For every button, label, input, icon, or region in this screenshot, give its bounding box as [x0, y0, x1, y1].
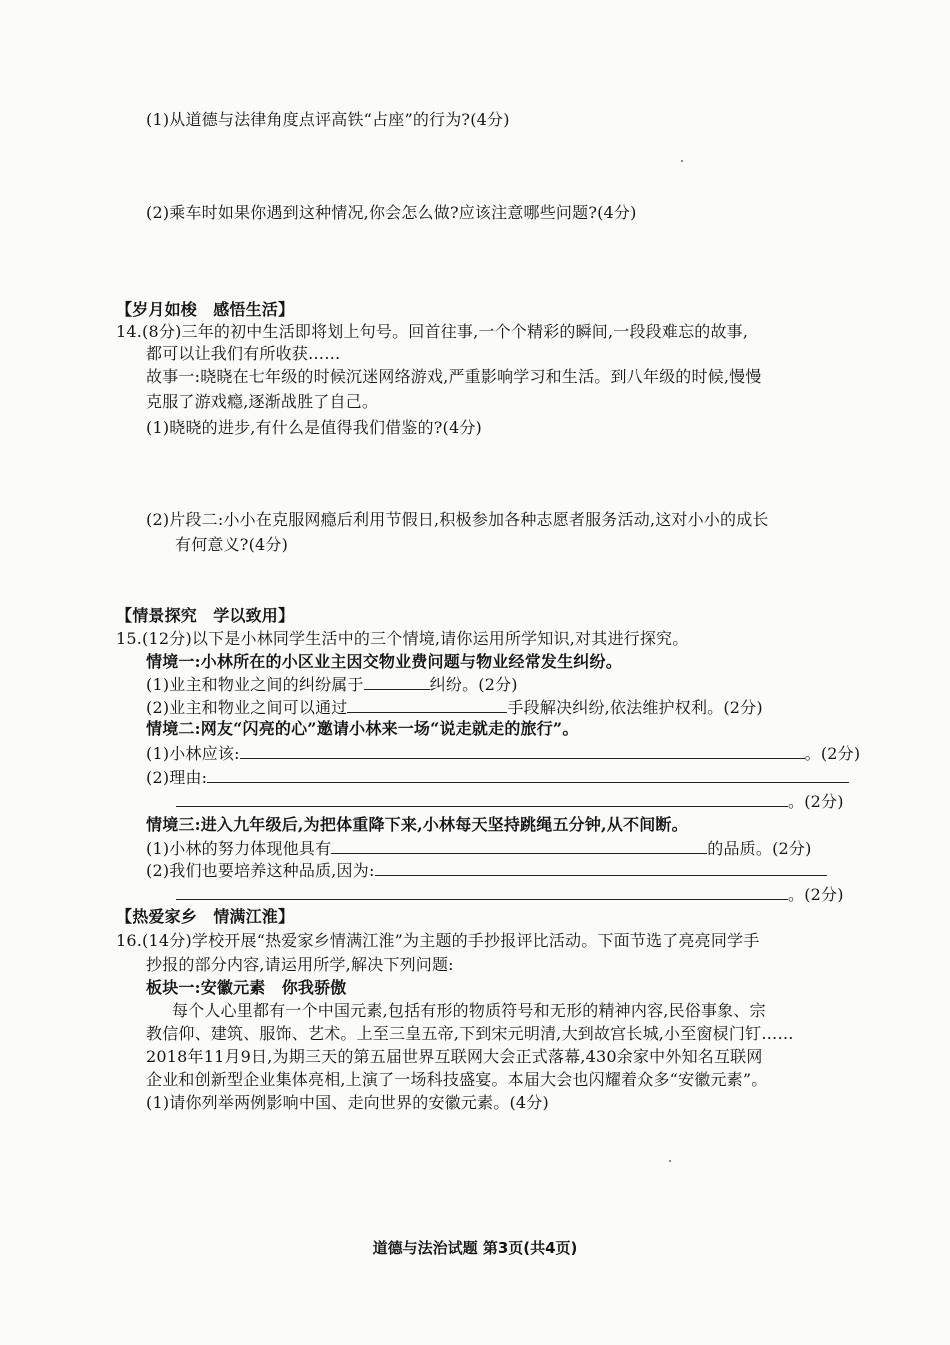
q16-passage-line4: 企业和创新型企业集体亮相,上演了一场科技盛宴。本届大会也闪耀着众多“安徽元素”。 [146, 1070, 768, 1089]
q15-situation3: 情境三:进入九年级后,为把体重降下来,小林每天坚持跳绳五分钟,从不间断。 [146, 815, 688, 834]
q15-s3-q1-answer-blank[interactable] [331, 837, 707, 854]
q16-intro-line2: 抄报的部分内容,请运用所学,解决下列问题: [146, 955, 454, 974]
q15-s2-question2-cont [176, 790, 844, 813]
q15-s2-q1-answer-blank[interactable] [240, 742, 805, 759]
q15-s3-question1 [146, 837, 812, 860]
q15-s2-question1 [146, 742, 860, 765]
q15-s2-q2-answer-blank-2[interactable] [176, 790, 788, 807]
q15-s2-q2-answer-blank-1[interactable] [207, 766, 849, 783]
q15-s3-q2-suffix: 。(2分) [788, 885, 844, 904]
q15-s2-q1-prefix: (1)小林应该: [146, 744, 240, 763]
q15-s3-q2-answer-blank-2[interactable] [176, 883, 788, 900]
q15-s1-q2-suffix: 手段解决纠纷,依法维护权利。(2分) [507, 698, 763, 717]
q16-passage-line1: 每个人心里都有一个中国元素,包括有形的物质符号和无形的精神内容,民俗事象、宗 [172, 1001, 766, 1020]
q14-story-line2: 克服了游戏瘾,逐渐战胜了自己。 [146, 392, 379, 411]
q15-s1-question1 [146, 673, 518, 696]
q15-s3-q1-prefix: (1)小林的努力体现他具有 [146, 839, 332, 858]
q14-question2-line1: (2)片段二:小小在克服网瘾后利用节假日,积极参加各种志愿者服务活动,这对小小的成长 [146, 510, 769, 529]
q15-s3-q2-answer-blank-1[interactable] [375, 859, 827, 876]
q14-question1: (1)晓晓的进步,有什么是值得我们借鉴的?(4分) [146, 418, 482, 437]
section-heading-15: 【情景探究 学以致用】 [116, 606, 295, 625]
q16-intro-line1: 16.(14分)学校开展“热爱家乡情满江淮”为主题的手抄报评比活动。下面节选了亮亮同学手 [116, 931, 760, 950]
q15-s1-q1-prefix: (1)业主和物业之间的纠纷属于 [146, 675, 364, 694]
q16-block-title: 板块一:安徽元素 你我骄傲 [146, 978, 347, 997]
q14-intro-line1: 14.(8分)三年的初中生活即将划上句号。回首往事,一个个精彩的瞬间,一段段难忘的故事, [116, 322, 749, 341]
q15-s3-q1-suffix: 的品质。(2分) [707, 839, 812, 858]
q15-s3-question2-cont [176, 883, 844, 906]
scan-speck [669, 1160, 671, 1162]
section-heading-14: 【岁月如梭 感悟生活】 [116, 300, 295, 319]
section-heading-16: 【热爱家乡 情满江淮】 [116, 907, 295, 926]
q15-s1-q2-answer-blank[interactable] [347, 696, 507, 713]
q14-story-line1: 故事一:晓晓在七年级的时候沉迷网络游戏,严重影响学习和生活。到八年级的时候,慢慢 [146, 367, 762, 386]
q15-s1-question2 [146, 696, 763, 719]
page-footer: 道德与法治试题 第3页(共4页) [372, 1239, 578, 1257]
q14-question2-line2: 有何意义?(4分) [175, 535, 289, 554]
scan-speck [681, 160, 683, 162]
q15-situation1: 情境一:小林所在的小区业主因交物业费问题与物业经常发生纠纷。 [146, 652, 622, 671]
q13-part2: (2)乘车时如果你遇到这种情况,你会怎么做?应该注意哪些问题?(4分) [146, 203, 637, 222]
q15-s1-q1-answer-blank[interactable] [364, 673, 430, 690]
q15-s2-question2 [146, 766, 849, 789]
q15-situation2: 情境二:网友“闪亮的心”邀请小林来一场“说走就走的旅行”。 [146, 719, 579, 738]
q15-s2-q1-suffix: 。(2分) [804, 744, 861, 763]
q15-intro: 15.(12分)以下是小林同学生活中的三个情境,请你运用所学知识,对其进行探究。 [116, 629, 689, 648]
q16-question1: (1)请你列举两例影响中国、走向世界的安徽元素。(4分) [146, 1093, 549, 1112]
q16-passage-line2: 教信仰、建筑、服饰、艺术。上至三皇五帝,下到宋元明清,大到故宫长城,小至窗棂门钉…… [146, 1024, 794, 1043]
q13-part1: (1)从道德与法律角度点评高铁“占座”的行为?(4分) [146, 110, 510, 129]
q15-s1-q2-prefix: (2)业主和物业之间可以通过 [146, 698, 348, 717]
q16-passage-line3: 2018年11月9日,为期三天的第五届世界互联网大会正式落幕,430余家中外知名互联网 [146, 1047, 763, 1066]
q14-intro-line2: 都可以让我们有所收获…… [146, 344, 341, 363]
q15-s3-q2-prefix: (2)我们也要培养这种品质,因为: [146, 861, 375, 880]
q15-s3-question2 [146, 859, 827, 882]
q15-s2-q2-prefix: (2)理由: [146, 768, 208, 787]
q15-s2-q2-suffix: 。(2分) [788, 792, 844, 811]
q15-s1-q1-suffix: 纠纷。(2分) [429, 675, 518, 694]
